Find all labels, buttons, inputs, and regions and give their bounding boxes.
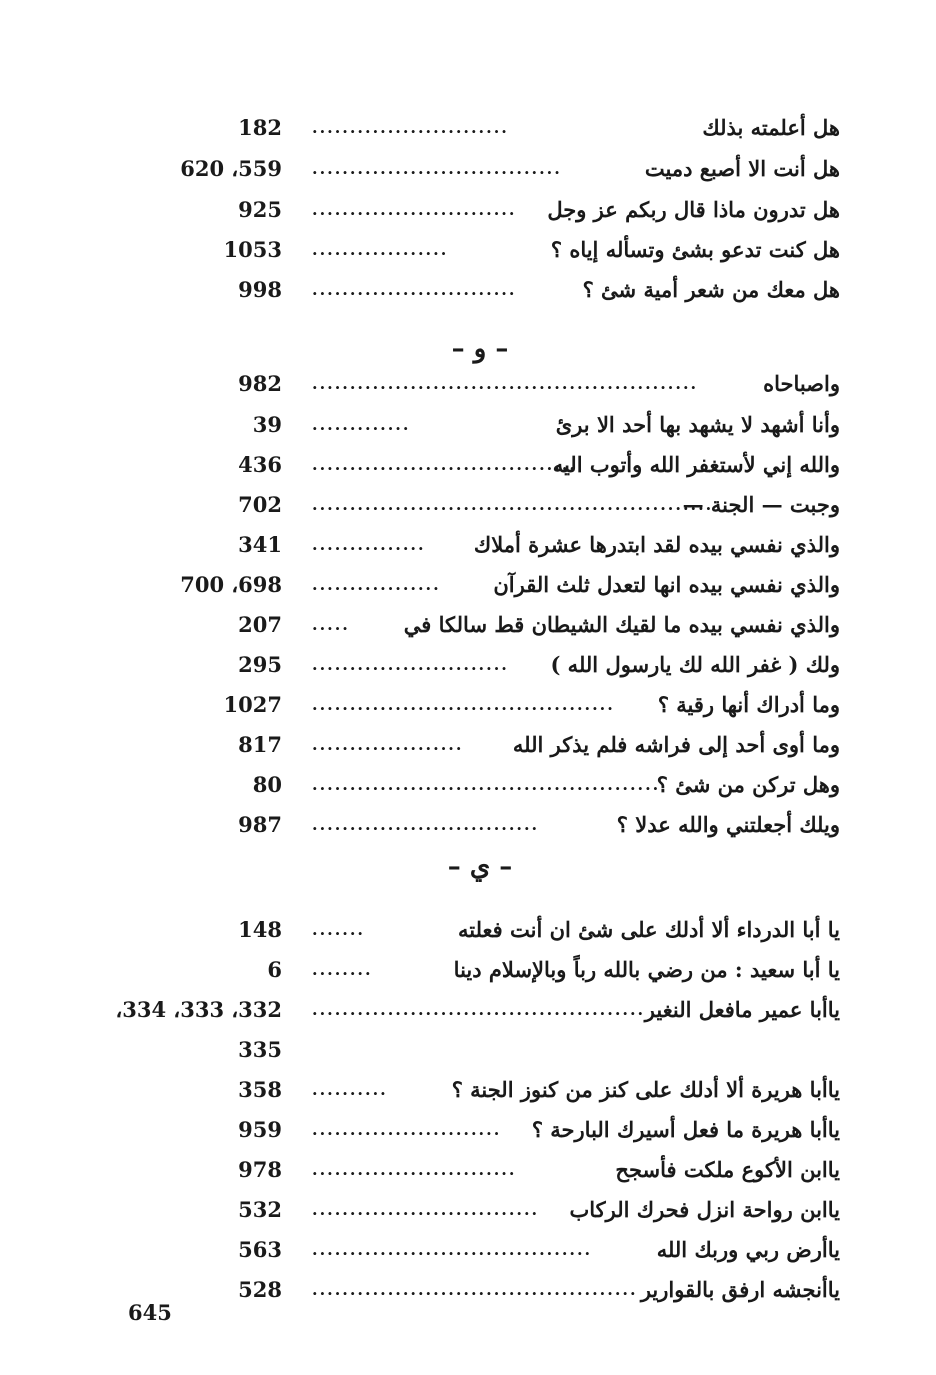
index-entry — [0, 767, 936, 803]
entry-text: يا أبا سعيد : من رضي بالله رباً وبالإسلام دينا — [453, 957, 840, 982]
index-entry — [0, 487, 936, 523]
index-entry — [0, 1152, 936, 1188]
leader-dots: ........................... — [312, 280, 517, 299]
entry-page-numbers: 436 — [238, 452, 282, 477]
entry-page-numbers: 532 — [238, 1197, 282, 1222]
entry-page-numbers: 335 — [238, 1037, 282, 1062]
entry-text: وجبت — الجنة — — [682, 492, 840, 517]
entry-page-numbers: 563 — [238, 1237, 282, 1262]
index-entry — [0, 192, 936, 228]
entry-page-numbers: 1027 — [223, 692, 282, 717]
leader-dots: .............................. — [312, 815, 540, 834]
entry-text: ياابن رواحة انزل فحرك الركاب — [569, 1197, 840, 1222]
entry-page-numbers: 80 — [252, 772, 282, 797]
entry-text: ياأنجشه ارفق بالقوارير — [640, 1277, 840, 1302]
leader-dots: ....... — [312, 920, 365, 939]
entry-text: ويلك أجعلتني والله عدلا ؟ — [616, 812, 840, 837]
entry-text: هل أنت الا أصبع دميت — [644, 156, 840, 181]
entry-text: ياأبا عمير مافعل النغير — [644, 997, 840, 1022]
page-number: 645 — [128, 1300, 172, 1325]
index-entry — [0, 567, 936, 603]
index-entry — [0, 687, 936, 723]
entry-page-numbers: 295 — [238, 652, 282, 677]
leader-dots: .......................... — [312, 655, 509, 674]
entry-page-numbers: 559، 620 — [180, 156, 282, 181]
index-entry — [0, 607, 936, 643]
entry-page-numbers: 702 — [238, 492, 282, 517]
section-heading-ya: – ي – — [447, 852, 513, 882]
index-entry — [0, 912, 936, 948]
entry-text: وهل تركن من شئ ؟ — [656, 772, 840, 797]
entry-page-numbers: 341 — [238, 532, 282, 557]
leader-dots: ............. — [312, 415, 411, 434]
leader-dots: ................. — [312, 575, 441, 594]
entry-text: هل كنت تدعو بشئ وتسأله إياه ؟ — [550, 237, 840, 262]
leader-dots: ................................................... — [312, 374, 699, 393]
leader-dots: .............................................. — [312, 775, 661, 794]
leader-dots: ................................... — [312, 455, 577, 474]
leader-dots: ............... — [312, 535, 426, 554]
entry-text: هل أعلمته بذلك — [702, 115, 840, 140]
entry-page-numbers: 817 — [238, 732, 282, 757]
entry-text: والله إني لأستغفر الله وأتوب اليه — [552, 452, 840, 477]
leader-dots: .................... — [312, 735, 464, 754]
index-entry — [0, 807, 936, 843]
index-entry — [0, 527, 936, 563]
leader-dots: ..................................... — [312, 1240, 593, 1259]
leader-dots: ........................... — [312, 200, 517, 219]
leader-dots: ..... — [312, 615, 350, 634]
leader-dots: ........ — [312, 960, 373, 979]
index-entry — [0, 447, 936, 483]
entry-text: هل معك من شعر أمية شئ ؟ — [582, 277, 840, 302]
entry-text: ياأبا هريرة ألا أدلك على كنز من كنوز الجنة ؟ — [451, 1077, 840, 1102]
entry-text: واصباحاه — [763, 371, 840, 396]
index-entry — [0, 647, 936, 683]
entry-text: وما أوى أحد إلى فراشه فلم يذكر الله — [512, 732, 840, 757]
entry-text: ياأرض ربي وربك الله — [656, 1237, 840, 1262]
leader-dots: .......... — [312, 1080, 388, 1099]
index-entry — [0, 952, 936, 988]
entry-text: ولك ( غفر الله لك يارسول الله ) — [550, 652, 840, 677]
index-entry — [0, 1032, 936, 1068]
entry-text: والذي نفسي بيده ما لقيك الشيطان قط سالكا في — [403, 612, 840, 637]
entry-page-numbers: 982 — [238, 371, 282, 396]
entry-text: والذي نفسي بيده لقد ابتدرها عشرة أملاك — [473, 532, 840, 557]
entry-page-numbers: 182 — [238, 115, 282, 140]
entry-page-numbers: 6 — [267, 957, 282, 982]
entry-page-numbers: 358 — [238, 1077, 282, 1102]
entry-text: ياأبا هريرة ما فعل أسيرك البارحة ؟ — [531, 1117, 840, 1142]
index-entry — [0, 1192, 936, 1228]
index-entry — [0, 232, 936, 268]
leader-dots: ..................................................... — [312, 495, 714, 514]
leader-dots: ................................. — [312, 159, 562, 178]
index-entry — [0, 407, 936, 443]
entry-page-numbers: 978 — [238, 1157, 282, 1182]
leader-dots: ........................... — [312, 1160, 517, 1179]
leader-dots: .............................. — [312, 1200, 540, 1219]
index-entry — [0, 110, 936, 146]
entry-text: يا أبا الدرداء ألا أدلك على شئ ان أنت فعلته — [457, 917, 840, 942]
entry-page-numbers: 925 — [238, 197, 282, 222]
leader-dots: .......................... — [312, 118, 509, 137]
index-entry — [0, 1112, 936, 1148]
entry-text: ياابن الأكوع ملكت فأسجح — [615, 1157, 840, 1182]
entry-page-numbers: 39 — [252, 412, 282, 437]
index-entry — [0, 727, 936, 763]
entry-page-numbers: 332، 333، 334، — [115, 997, 282, 1022]
entry-page-numbers: 1053 — [223, 237, 282, 262]
index-entry — [0, 1232, 936, 1268]
entry-page-numbers: 698، 700 — [180, 572, 282, 597]
entry-text: وما أدراك أنها رقية ؟ — [657, 692, 840, 717]
entry-text: والذي نفسي بيده انها لتعدل ثلث القرآن — [493, 572, 840, 597]
index-entry — [0, 992, 936, 1028]
entry-text: هل تدرون ماذا قال ربكم عز وجل — [547, 197, 840, 222]
index-entry — [0, 366, 936, 402]
leader-dots: ........................................ — [312, 695, 615, 714]
section-heading-waw: – و – — [451, 334, 509, 364]
leader-dots: ......................... — [312, 1120, 502, 1139]
leader-dots: ........................................... — [312, 1280, 638, 1299]
leader-dots: .................. — [312, 240, 449, 259]
entry-text: وأنا أشهد لا يشهد بها أحد الا برئ — [555, 412, 840, 437]
entry-page-numbers: 528 — [238, 1277, 282, 1302]
entry-page-numbers: 959 — [238, 1117, 282, 1142]
index-entry — [0, 272, 936, 308]
entry-page-numbers: 998 — [238, 277, 282, 302]
leader-dots: ............................................ — [312, 1000, 646, 1019]
entry-page-numbers: 207 — [238, 612, 282, 637]
index-entry — [0, 151, 936, 187]
entry-page-numbers: 148 — [238, 917, 282, 942]
entry-page-numbers: 987 — [238, 812, 282, 837]
index-entry — [0, 1072, 936, 1108]
